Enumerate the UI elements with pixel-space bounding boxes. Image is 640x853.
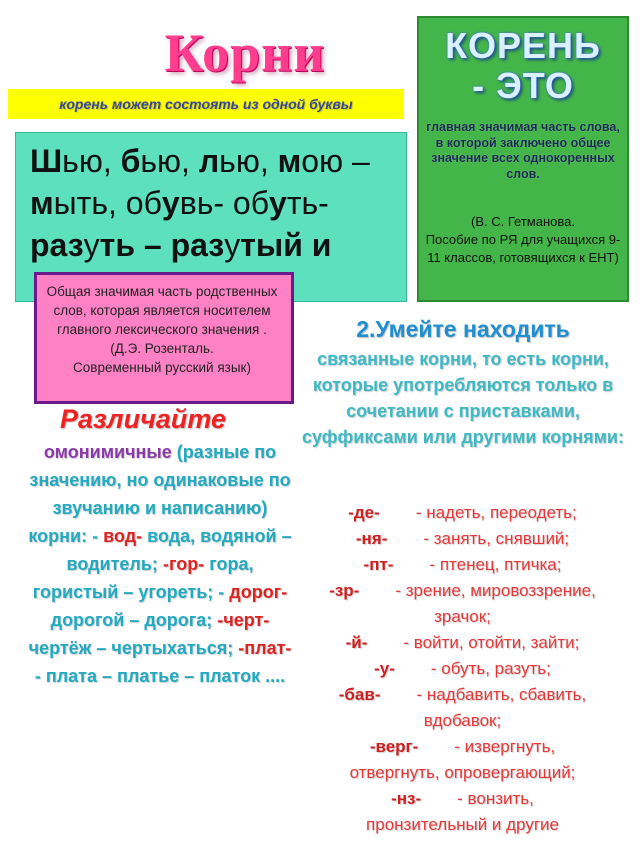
definition-body: Общая значимая часть родственных слов, которая является носителем главного лексического значения . bbox=[46, 284, 278, 337]
root-row bbox=[290, 786, 635, 812]
examples-segment: тый и bbox=[240, 227, 332, 263]
distinguish-title: Различайте bbox=[60, 404, 227, 434]
root-morpheme: -пт- bbox=[363, 555, 394, 574]
root-examples: зрачок; bbox=[434, 607, 491, 626]
root-row bbox=[290, 578, 635, 604]
examples-line bbox=[30, 140, 402, 182]
bound-roots-list bbox=[290, 500, 635, 838]
root-examples: - обуть, разуть; bbox=[430, 659, 551, 678]
root-plat-examples: - плата – платье – платок .... bbox=[34, 666, 286, 686]
examples-segment: у bbox=[161, 185, 180, 221]
root-morpheme: -де- bbox=[348, 503, 380, 522]
root-examples: - птенец, птичка; bbox=[429, 555, 562, 574]
root-examples: - войти, отойти, зайти; bbox=[403, 633, 580, 652]
root-examples: - занять, снявший; bbox=[423, 529, 570, 548]
root-examples: вдобавок; bbox=[423, 711, 502, 730]
section2-body: связанные корни, то есть корни, которые употребляются только в сочетании с приставками, суффиксами или другими корнями: bbox=[302, 349, 624, 447]
card-source-book: Пособие по РЯ для учащихся 9-11 классов, готовящихся к ЕНТ) bbox=[425, 232, 621, 265]
root-examples: - зрение, мировоззрение, bbox=[395, 581, 596, 600]
root-vod-examples: вода, водяной – водитель; bbox=[66, 526, 292, 574]
card-heading bbox=[417, 26, 629, 106]
examples-segment: б bbox=[120, 143, 141, 179]
root-row bbox=[290, 604, 635, 630]
root-morpheme: -бав- bbox=[338, 685, 381, 704]
card-heading-line1: КОРЕНЬ bbox=[445, 25, 601, 66]
root-row bbox=[290, 630, 635, 656]
examples-segment: м bbox=[277, 143, 302, 179]
examples-segment: л bbox=[198, 143, 220, 179]
examples-text bbox=[30, 140, 402, 266]
root-row bbox=[290, 734, 635, 760]
root-examples: - надеть, переодеть; bbox=[415, 503, 577, 522]
root-morpheme: -у- bbox=[374, 659, 395, 678]
root-examples: - вонзить, bbox=[457, 789, 534, 808]
examples-segment: Ш bbox=[30, 143, 63, 179]
root-row bbox=[290, 682, 635, 708]
root-morpheme: -ня- bbox=[355, 529, 388, 548]
examples-segment: у bbox=[83, 227, 100, 263]
root-dorog-examples: дорогой – дорога; bbox=[50, 610, 213, 630]
root-row bbox=[290, 552, 635, 578]
page-title: Корни bbox=[164, 23, 326, 83]
examples-segment: ью, bbox=[62, 143, 121, 179]
card-source bbox=[424, 213, 622, 267]
root-morpheme: -зр- bbox=[329, 581, 360, 600]
root-examples: пронзительный и другие bbox=[366, 815, 559, 834]
root-morpheme: -й- bbox=[345, 633, 368, 652]
definition-text bbox=[38, 282, 286, 377]
card-definition: главная значимая часть слова, в которой заключено общее значение всех однокоренных слов. bbox=[426, 120, 620, 181]
root-row bbox=[290, 708, 635, 734]
examples-segment: у bbox=[224, 227, 241, 263]
section2-title: 2.Умейте находить bbox=[356, 316, 570, 342]
root-gor-examples: гора, гористый – угореть; - bbox=[32, 554, 254, 602]
root-chert: -черт- bbox=[217, 610, 270, 630]
root-examples: - извергнуть, bbox=[454, 737, 556, 756]
card-source-author: (В. С. Гетманова. bbox=[471, 214, 575, 229]
homonym-word: омонимичные bbox=[43, 442, 172, 462]
card-heading-line2: - ЭТО bbox=[472, 65, 574, 106]
examples-segment: ть – раз bbox=[99, 227, 225, 263]
root-morpheme: -верг- bbox=[369, 737, 419, 756]
homonym-intro: (разные по значению, но одинаковые по звучанию и написанию) корни: - bbox=[28, 442, 291, 546]
note-banner: корень может состоять из одной буквы bbox=[8, 89, 404, 119]
root-row bbox=[290, 812, 635, 838]
root-chert-examples: чертёж – чертыхаться; bbox=[28, 638, 234, 658]
root-morpheme: -нз- bbox=[391, 789, 422, 808]
definition-author: (Д.Э. Розенталь. bbox=[110, 341, 214, 356]
root-plat: -плат- bbox=[238, 638, 292, 658]
root-examples: - надбавить, сбавить, bbox=[416, 685, 587, 704]
examples-segment: ью, bbox=[140, 143, 199, 179]
examples-segment: ыть, об bbox=[53, 185, 162, 221]
root-row bbox=[290, 656, 635, 682]
examples-segment: вь- об bbox=[179, 185, 270, 221]
root-row bbox=[290, 526, 635, 552]
root-row bbox=[290, 500, 635, 526]
examples-line bbox=[30, 182, 402, 224]
root-gor: -гор- bbox=[162, 554, 205, 574]
root-examples: отвергнуть, опровергающий; bbox=[349, 763, 576, 782]
root-vod: вод- bbox=[103, 526, 143, 546]
examples-segment: ть- bbox=[286, 185, 329, 221]
examples-segment: ою – bbox=[301, 143, 370, 179]
root-row bbox=[290, 760, 635, 786]
examples-segment: ью, bbox=[219, 143, 278, 179]
examples-segment: раз bbox=[30, 227, 84, 263]
distinguish-body bbox=[28, 438, 292, 690]
definition-source: Современный русский язык) bbox=[73, 360, 251, 375]
examples-segment: м bbox=[30, 185, 54, 221]
root-dorog: дорог- bbox=[229, 582, 288, 602]
examples-line bbox=[30, 224, 402, 266]
examples-segment: у bbox=[269, 185, 287, 221]
